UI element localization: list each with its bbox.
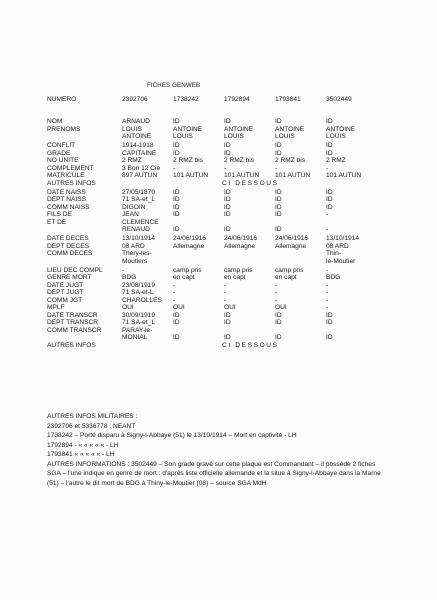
document-title: FICHES GENWEB: [147, 82, 201, 89]
record-row: [47, 289, 377, 297]
record-row: [47, 180, 377, 188]
record-row: [47, 196, 377, 204]
record-row: [47, 126, 377, 134]
record-cell: ID: [224, 203, 231, 211]
row-label: CONFLIT: [47, 142, 76, 149]
record-cell: ID: [224, 319, 231, 326]
record-cell: ID: [224, 311, 231, 319]
record-row: [47, 226, 377, 234]
record-row: [47, 189, 377, 197]
record-row: [47, 243, 377, 251]
record-cell: ID: [173, 211, 180, 218]
record-cell: -: [275, 296, 278, 304]
record-cell: 27/05/1870: [122, 188, 156, 196]
record-cell: -: [326, 296, 329, 304]
record-cell: ID: [275, 311, 282, 319]
record-cell: 71 SA-et-L: [122, 289, 154, 296]
record-cell: -: [326, 226, 329, 233]
note-line: 1738242 – Porté disparu à Signy-l-Abbaye (51) le 13/10/1914 – Mort en captivité - LH: [47, 432, 297, 439]
record-row: [47, 327, 377, 335]
record-cell: [224, 250, 275, 258]
row-label: DATE DECES: [47, 235, 89, 242]
record-cell: ID: [275, 203, 282, 211]
record-cell: 13/10/1914: [326, 235, 360, 242]
record-cell: 2 RMZ bis: [275, 157, 306, 164]
header-cell: 2392706: [122, 96, 148, 103]
record-cell: camp pris: [173, 266, 202, 274]
record-cell: ID: [224, 196, 231, 203]
record-cell: Allemagne: [173, 242, 205, 250]
record-cell: PARAY-le-: [122, 326, 153, 334]
record-row: [47, 258, 377, 266]
record-cell: 71 SA-et_L: [122, 196, 155, 203]
record-cell: ID: [173, 319, 180, 326]
record-cell: 101 AUTUN: [224, 172, 260, 179]
record-cell: camp pris: [224, 266, 253, 274]
record-cell: 08 ARD: [326, 242, 349, 250]
record-cell: ID: [326, 203, 333, 211]
record-cell: -: [326, 289, 329, 296]
row-label: DATE NAISS: [47, 188, 86, 196]
record-cell: -: [326, 164, 329, 172]
record-cell: LOUIS: [173, 133, 193, 140]
header-cell: 3502449: [326, 96, 352, 103]
record-cell: 1914-1918: [122, 142, 154, 149]
row-label: DEPT JUGT: [47, 289, 84, 296]
row-label: COMPLEMENT: [47, 164, 94, 172]
record-cell: ID: [326, 196, 333, 203]
record-row: [47, 118, 377, 126]
record-cell: -: [326, 266, 329, 274]
record-row: [47, 211, 377, 219]
row-label: DEPT TRANSCR: [47, 319, 99, 326]
record-cell: ANTOINE: [122, 133, 152, 140]
record-row: [47, 282, 377, 290]
record-row: [47, 342, 377, 350]
record-cell: -: [173, 281, 176, 289]
record-cell: 2 RMZ: [122, 157, 142, 164]
header-cell: 1738242: [173, 96, 199, 103]
record-cell: [224, 258, 275, 266]
record-cell: ID: [173, 226, 180, 233]
row-label: FILS DE: [47, 211, 72, 218]
record-cell: [275, 327, 326, 335]
header-row: [47, 96, 377, 111]
record-row: [47, 142, 377, 150]
record-cell: ID: [326, 311, 333, 319]
record-row: [47, 219, 377, 227]
record-cell: en capt: [275, 274, 297, 281]
record-cell: 13/10/1914: [122, 235, 156, 242]
record-cell: ANTOINE: [275, 125, 305, 133]
record-cell: 08 ARD: [122, 242, 145, 250]
record-cell: ID: [224, 142, 231, 149]
record-cell: 101 AUTUN: [173, 172, 209, 179]
record-cell: JEAN: [122, 211, 139, 218]
row-label: PRENOMS: [47, 125, 81, 133]
record-cell: OUI: [275, 304, 287, 311]
record-cell: ANTOINE: [173, 125, 203, 133]
record-row: [47, 172, 377, 180]
record-cell: LOUIS: [224, 133, 244, 140]
record-cell: ID: [224, 149, 231, 157]
row-label: DEPT DECES: [47, 242, 90, 250]
row-label: ET DE: [47, 218, 67, 226]
record-cell: -: [224, 164, 227, 172]
note-line: AUTRES INFORMATIONS : 3502449 – Son grade gravé sur cette plaque est Commandant – il possède 2 fiches SGA – l'une indique en genre de mort : d'après liste officielle allemande et la situe à Signy-l-Abbaye dans la Marne (51) – l'autre le dit mort de BDG à Thiny-le-Moutier (08) – source SGA MdH: [47, 460, 381, 487]
record-cell: ID: [224, 211, 231, 218]
record-cell: OUI: [224, 304, 236, 311]
row-label: [47, 226, 122, 234]
record-cell: ID: [275, 319, 282, 326]
record-cell: en capt: [173, 274, 195, 281]
record-cell: [173, 250, 224, 258]
record-cell: 101 AUTUN: [275, 172, 311, 179]
record-cell: -: [224, 281, 227, 289]
record-cell: ID: [173, 188, 180, 196]
record-cell: [275, 250, 326, 258]
record-cell: [275, 258, 326, 266]
record-cell: -: [224, 296, 227, 304]
records-table-body: [47, 96, 377, 349]
row-label: LIEU DEC COMPL: [47, 266, 103, 274]
other-military-info: [47, 412, 387, 488]
record-row: [47, 157, 377, 165]
record-cell: Thin-: [326, 250, 342, 257]
record-cell: le-Moutier: [326, 257, 356, 265]
record-cell: [275, 219, 326, 227]
record-cell: -: [224, 289, 227, 296]
row-label: COMM NAISS: [47, 203, 90, 211]
note-line: AUTRES INFOS MILITAIRES :: [47, 413, 138, 420]
record-cell: Moutiers: [122, 257, 148, 265]
row-label: COMM TRANSCR: [47, 326, 102, 334]
record-cell: -: [326, 211, 329, 218]
record-cell: -: [275, 164, 278, 172]
record-cell: [326, 327, 377, 335]
record-cell: -: [275, 289, 278, 296]
record-cell: [224, 327, 275, 335]
record-cell: ID: [275, 211, 282, 218]
record-cell: [173, 219, 224, 227]
record-cell: BDG: [122, 274, 137, 281]
row-label: DEPT NAISS: [47, 196, 87, 203]
record-row: [47, 274, 377, 282]
row-label: GRADE: [47, 149, 71, 157]
record-row: [47, 250, 377, 258]
record-cell: ID: [275, 118, 282, 125]
record-cell: 24/06/1916: [173, 235, 207, 242]
row-label: COMM DECES: [47, 250, 93, 257]
record-row: [47, 304, 377, 312]
row-label: NO UNITE: [47, 157, 79, 164]
record-cell: [224, 219, 275, 227]
record-cell: ID: [173, 142, 180, 149]
row-label: DATE JUGT: [47, 281, 84, 289]
row-spacer: [47, 111, 377, 118]
see-below-note: CI DESSOUS: [222, 341, 279, 349]
record-cell: ID: [173, 334, 180, 341]
see-below-note: CI DESSOUS: [222, 179, 279, 187]
row-label: MPLF: [47, 304, 65, 311]
record-cell: 2 RMZ bis: [224, 157, 255, 164]
record-cell: -: [275, 281, 278, 289]
record-cell: -: [173, 164, 176, 172]
record-cell: 101 AUTUN: [326, 172, 362, 179]
record-row: [47, 334, 377, 342]
record-cell: OUI: [122, 304, 134, 311]
record-cell: BDG: [326, 274, 341, 281]
record-row: [47, 267, 377, 275]
record-cell: DIGOIN: [122, 203, 146, 211]
record-cell: ID: [173, 203, 180, 211]
record-cell: 897 AUTUN: [122, 172, 158, 179]
record-cell: ID: [326, 149, 333, 157]
record-cell: ID: [275, 149, 282, 157]
record-row: [47, 204, 377, 212]
record-cell: ID: [275, 196, 282, 203]
record-cell: ID: [173, 196, 180, 203]
record-row: [47, 150, 377, 158]
row-label: [47, 258, 122, 266]
record-cell: ANTOINE: [224, 125, 254, 133]
row-label: NOM: [47, 118, 63, 125]
record-cell: 2 RMZ bis: [173, 157, 204, 164]
record-cell: en capt: [224, 274, 246, 281]
record-cell: Allemagne: [224, 242, 256, 250]
record-cell: 24/06/1916: [275, 235, 309, 242]
record-cell: Thery-les-: [122, 250, 152, 257]
row-label: DATE TRANSCR: [47, 311, 98, 319]
note-line: 1792894 - « « « « « - LH: [47, 441, 119, 449]
record-cell: CAPITAINE: [122, 149, 157, 157]
spacer-cell: [47, 111, 377, 118]
record-cell: ID: [275, 188, 282, 196]
row-label: AUTRES INFOS: [47, 341, 96, 349]
record-cell: -: [173, 289, 176, 296]
record-row: [47, 312, 377, 320]
note-line: 1793841 « « « « « - LH: [47, 451, 115, 458]
row-label: AUTRES INFOS: [47, 179, 96, 187]
record-cell: -: [326, 281, 329, 289]
record-row: [47, 165, 377, 173]
record-cell: CLEMENCE: [122, 218, 159, 226]
record-cell: ID: [224, 334, 231, 341]
record-cell: [173, 327, 224, 335]
record-cell: [173, 258, 224, 266]
header-cell: 1792894: [224, 96, 250, 103]
record-cell: 23/08/1919: [122, 281, 156, 289]
record-row: [47, 319, 377, 327]
record-cell: 24/06/1916: [224, 235, 258, 242]
record-cell: -: [122, 266, 125, 274]
record-cell: ID: [326, 188, 333, 196]
record-cell: ID: [224, 188, 231, 196]
record-cell: ID: [224, 226, 231, 233]
record-cell: 30/09/1919: [122, 311, 156, 319]
record-cell: CHAROLLES: [122, 296, 162, 304]
note-line: 2392706 et 5336778 : NEANT: [47, 422, 136, 430]
record-row: [47, 297, 377, 305]
record-cell: ID: [326, 118, 333, 125]
record-cell: -: [326, 304, 329, 311]
record-cell: LOUIS: [326, 133, 346, 140]
record-cell: ANTOINE: [326, 125, 356, 133]
record-cell: ID: [224, 118, 231, 125]
record-cell: ID: [326, 319, 333, 326]
record-cell: ID: [326, 334, 333, 341]
row-label: MATRICULE: [47, 172, 85, 179]
record-cell: ID: [326, 142, 333, 149]
header-cell: 1793841: [275, 96, 301, 103]
record-cell: OUI: [173, 304, 185, 311]
record-row: [47, 235, 377, 243]
record-row: [47, 133, 377, 141]
record-cell: LOUIS: [275, 133, 295, 140]
record-cell: ID: [275, 226, 282, 233]
row-label: [47, 334, 122, 342]
record-cell: 3 Bon 12 Cie: [122, 164, 161, 172]
record-cell: MONIAL: [122, 334, 148, 341]
genweb-records-table: [47, 96, 377, 349]
record-cell: ID: [173, 118, 180, 125]
record-cell: ID: [275, 334, 282, 341]
record-cell: Allemagne: [275, 242, 307, 250]
record-cell: [326, 219, 377, 227]
header-label: NUMERO: [47, 96, 77, 103]
record-cell: ID: [275, 142, 282, 149]
record-cell: RENAUD: [122, 226, 150, 233]
row-label: COMM JGT: [47, 296, 83, 304]
record-cell: 2 RMZ: [326, 157, 346, 164]
record-cell: 71 SA-et_L: [122, 319, 155, 326]
record-cell: LOUIS: [122, 125, 142, 133]
record-cell: camp pris: [275, 266, 304, 274]
row-label: GENRE MORT: [47, 274, 92, 281]
record-cell: ID: [173, 149, 180, 157]
record-cell: ID: [173, 311, 180, 319]
record-cell: -: [173, 296, 176, 304]
record-cell: ARNAUD: [122, 118, 150, 125]
row-label: [47, 133, 122, 141]
